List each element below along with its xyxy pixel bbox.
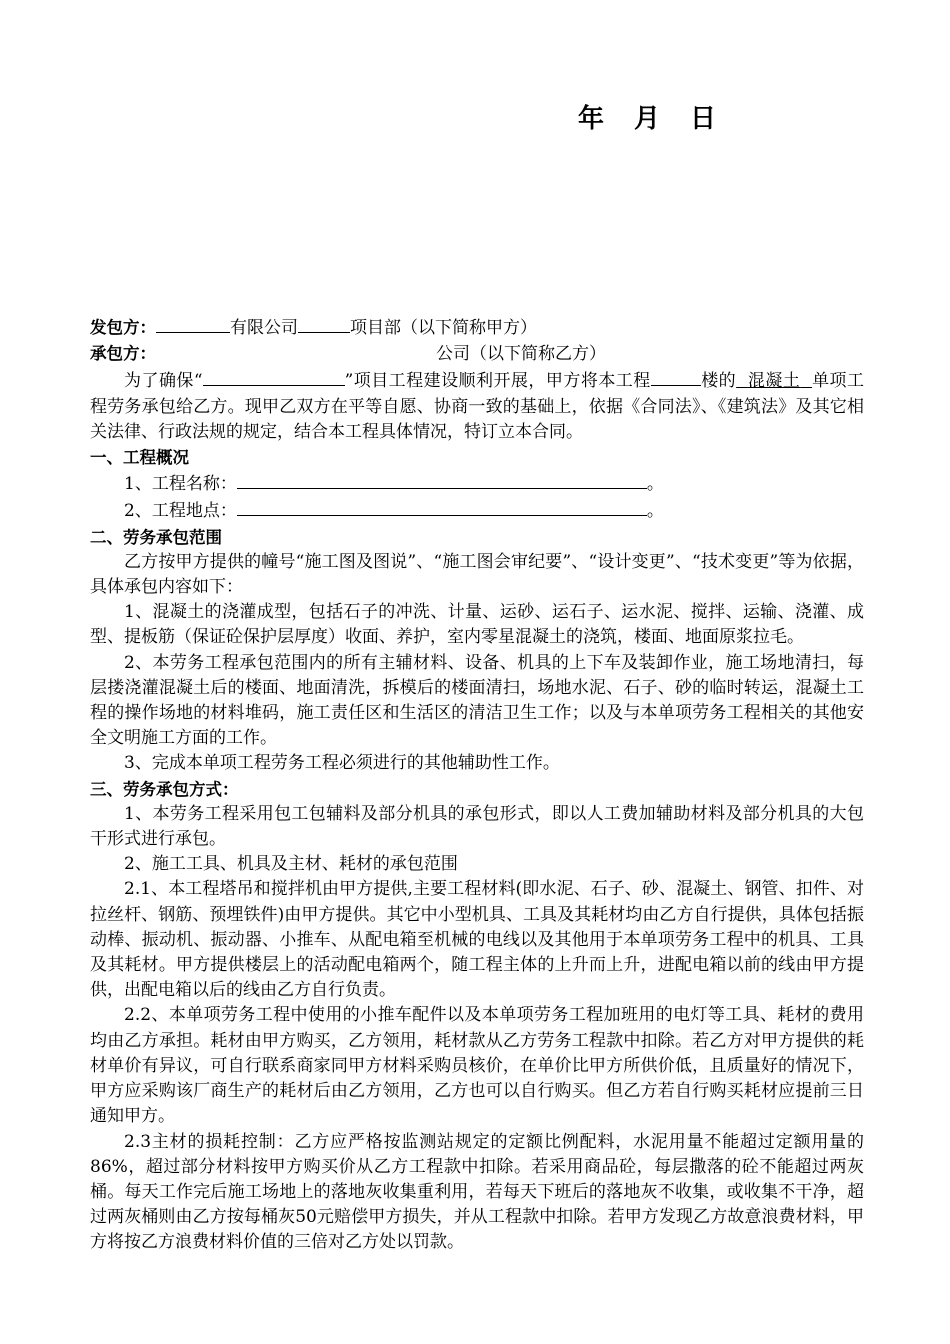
date-day: 日	[690, 104, 717, 134]
contract-body	[90, 314, 864, 1256]
contract-date	[578, 98, 746, 135]
project-place-end: 。	[646, 501, 664, 522]
section-2-p0: 乙方按甲方提供的幢号“施工图及图说”、“施工图会审纪要”、“设计变更”、“技术变更”等为依据，具体承包内容如下：	[90, 551, 864, 598]
intro-c: 楼的	[700, 371, 737, 392]
date-month: 月	[634, 104, 661, 134]
blank-project	[298, 314, 350, 333]
contractor-line	[90, 341, 864, 367]
section-3-p1: 1、本劳务工程采用包工包辅料及部分机具的承包形式，即以人工费加辅助材料及部分机具的大包干形式进行承包。	[90, 803, 864, 850]
blank-project-name	[203, 367, 345, 386]
section-3-p2: 2、施工工具、机具及主材、耗材的承包范围	[124, 854, 458, 875]
intro-paragraph	[90, 367, 864, 445]
intro-concrete	[736, 371, 812, 391]
intro-b: ”项目工程建设顺利开展，甲方将本工程	[344, 371, 651, 392]
section-3-p22: 2.2、本单项劳务工程中使用的小推车配件以及本单项劳务工程加班用的电灯等工具、耗材的费用均由乙方承担。耗材由甲方购买，乙方领用，耗材款从乙方劳务工程款中扣除。若乙方对甲方提供的耗材单价有异议，可自行联系商家同甲方材料采购员核价，在单价比甲方所供价低，且质量好的情况下，甲方应采购该厂商生产的耗材后由乙方领用，乙方也可以自行购买。但乙方若自行购买耗材应提前三日通知甲方。	[90, 1005, 864, 1127]
intro-d: 混凝土	[747, 371, 801, 392]
contractor-suffix: 公司（以下简称乙方）	[436, 344, 606, 365]
section-3-p23: 2.3主材的损耗控制：乙方应严格按监测站规定的定额比例配料，水泥用量不能超过定额用量的86%，超过部分材料按甲方购买价从乙方工程款中扣除。若采用商品砼，每层撒落的砼不能超过两灰桶。每天工作完后施工场地上的落地灰收集重利用，若每天下班后的落地灰不收集，或收集不干净，超过两灰桶则由乙方按每桶灰50元赔偿甲方损失，并从工程款中扣除。若甲方发现乙方故意浪费材料，甲方将按乙方浪费材料价值的三倍对乙方处以罚款。	[90, 1131, 864, 1253]
project-place-line	[90, 497, 864, 524]
section-1-title: 一、工程概况	[90, 448, 189, 468]
section-2-p2: 2、本劳务工程承包范围内的所有主辅材料、设备、机具的上下车及装卸作业，施工场地清扫，每层搂浇灌混凝土后的楼面、地面清洗，拆模后的楼面清扫，场地水泥、石子、砂的临时转运，混凝土工程的操作场地的材料堆码，施工责任区和生活区的清洁卫生工作；以及与本单项劳务工程相关的其他安全文明施工方面的工作。	[90, 652, 864, 749]
employer-label: 发包方：	[90, 318, 156, 337]
project-name-blank	[237, 470, 647, 489]
project-name-line	[90, 470, 864, 497]
blank-company	[156, 314, 230, 333]
contractor-label: 承包方：	[90, 344, 156, 364]
section-2-p3: 3、完成本单项工程劳务工程必须进行的其他辅助性工作。	[124, 753, 560, 774]
project-name-label: 1、工程名称：	[124, 474, 237, 495]
project-place-label: 2、工程地点：	[124, 501, 237, 522]
section-2-title: 二、劳务承包范围	[90, 527, 222, 547]
intro-e: 单项工程劳务承包给乙方。现甲乙双方在平等自愿、协商一致的基础上，依据《合同法》、《建筑法》及其它相关法律、行政法规的规定，结合本工程具体情况，特订立本合同。	[90, 371, 865, 442]
project-place-blank	[237, 497, 647, 516]
section-2-p1: 1、混凝土的浇灌成型，包括石子的冲洗、计量、运砂、运石子、运水泥、搅拌、运输、浇灌、成型、提板筋（保证砼保护层厚度）收面、养护，室内零星混凝土的浇筑，楼面、地面原浆拉毛。	[90, 602, 864, 648]
date-year: 年	[578, 104, 605, 134]
section-3-title: 三、劳务承包方式：	[90, 779, 239, 799]
blank-building	[651, 367, 701, 386]
intro-a: 为了确保“	[124, 371, 203, 392]
section-3-p21: 2.1、本工程塔吊和搅拌机由甲方提供,主要工程材料(即水泥、石子、砂、混凝土、钢管、扣件、对拉丝杆、钢筋、预埋铁件)由甲方提供。其它中小型机具、工具及其耗材均由乙方自行提供，具体包括振动棒、振动机、振动器、小推车、从配电箱至机械的电线以及其他用于本单项劳务工程中的机具、工具及其耗材。甲方提供楼层上的活动配电箱两个，随工程主体的上升而上升，进配电箱以前的线由甲方提供，出配电箱以后的线由乙方自行负责。	[90, 879, 864, 1001]
employer-suffix: 项目部（以下简称甲方）	[350, 318, 537, 338]
employer-line	[90, 314, 864, 341]
project-name-end: 。	[646, 474, 664, 495]
employer-company-suffix: 有限公司	[230, 318, 298, 338]
